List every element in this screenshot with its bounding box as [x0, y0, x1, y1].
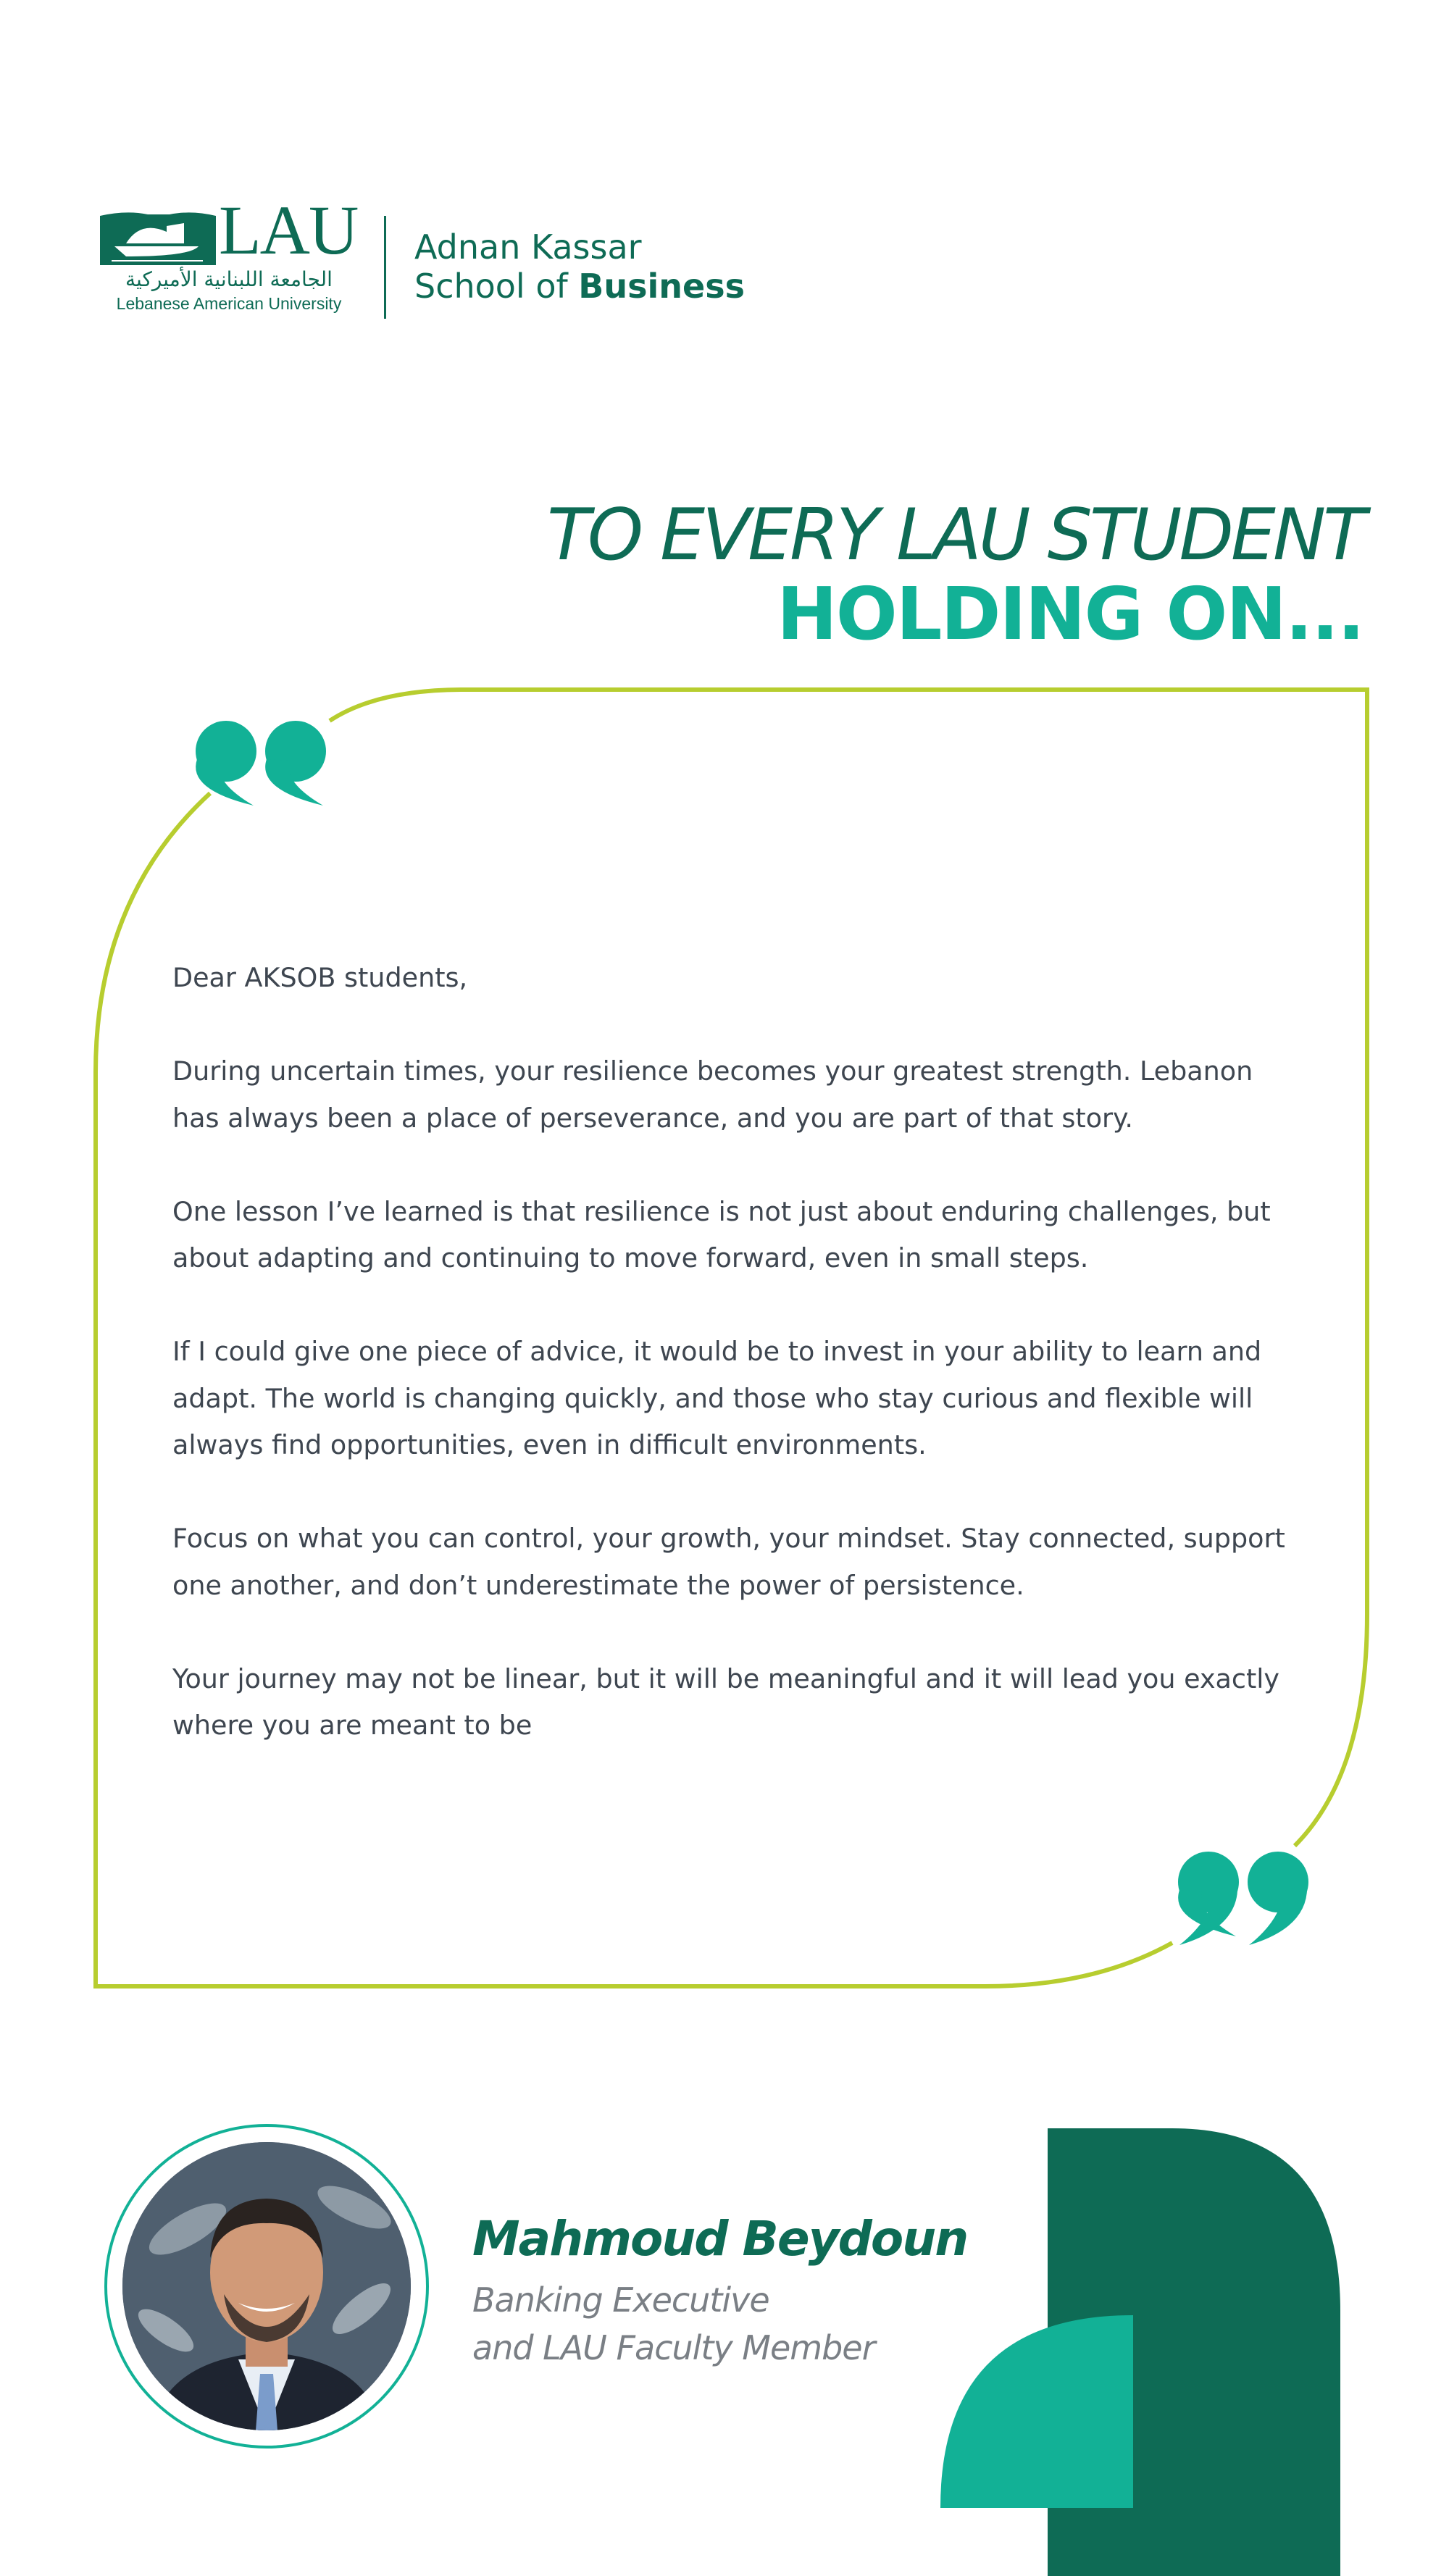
logo-wordmark: LAU [219, 191, 358, 269]
avatar-portrait [122, 2142, 411, 2430]
logo-english-text: Lebanese American University [116, 294, 342, 313]
school-name-prefix: School of [414, 267, 579, 306]
headline-line1: TO EVERY LAU STUDENT [546, 494, 1364, 577]
school-name-bold: Business [578, 267, 745, 306]
headline-line2: HOLDING ON... [777, 572, 1364, 656]
school-name-line1: Adnan Kassar [414, 227, 642, 267]
letter-paragraph: Focus on what you can control, your growth, your mindset. Stay connected, support one another, and don’t underestimate the power of persistence. [172, 1523, 1285, 1601]
letter-paragraph: If I could give one piece of advice, it would be to invest in your ability to learn and adapt. The world is changing quickly, and those who stay curious and flexible will always find opportunities, even in difficult environments. [172, 1336, 1262, 1460]
quote-open-icon [196, 721, 326, 806]
letter-paragraph: Dear AKSOB students, [172, 962, 468, 993]
letter-body [172, 955, 1303, 1796]
avatar [122, 2142, 411, 2430]
quote-close-icon [1178, 1852, 1308, 1945]
lau-ship-icon [97, 210, 217, 268]
letter-paragraph: Your journey may not be linear, but it will be meaningful and it will lead you exactly where you are meant to be [172, 1663, 1280, 1741]
logo-divider [384, 216, 386, 319]
author-title-line1: Banking Executive [472, 2280, 769, 2320]
logo-arabic-text: الجامعة اللبنانية الأميركية [125, 267, 333, 291]
author-name: Mahmoud Beydoun [472, 2211, 968, 2267]
school-name-line2 [414, 267, 745, 306]
letter-paragraph: One lesson I’ve learned is that resilience is not just about enduring challenges, but about adapting and continuing to move forward, even in small steps. [172, 1195, 1271, 1274]
author-title-line2: and LAU Faculty Member [472, 2328, 875, 2367]
letter-paragraph: During uncertain times, your resilience becomes your greatest strength. Lebanon has always been a place of perseverance, and you are part of that story. [172, 1055, 1253, 1134]
